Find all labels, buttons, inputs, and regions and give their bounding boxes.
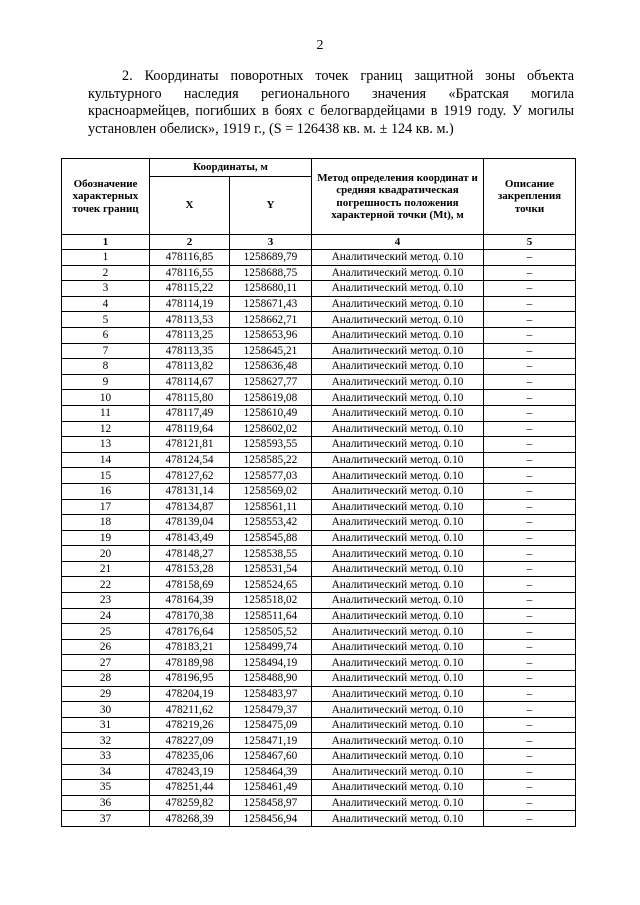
description-cell: – [484,795,576,811]
y-cell: 1258636,48 [230,359,312,375]
method-cell: Аналитический метод. 0.10 [312,343,484,359]
description-cell: – [484,530,576,546]
description-cell: – [484,608,576,624]
description-cell: – [484,296,576,312]
table-row [62,374,576,390]
y-cell: 1258538,55 [230,546,312,562]
y-cell: 1258569,02 [230,483,312,499]
description-cell: – [484,764,576,780]
method-cell: Аналитический метод. 0.10 [312,499,484,515]
method-cell: Аналитический метод. 0.10 [312,795,484,811]
x-cell: 478114,19 [150,296,230,312]
point-number-cell: 14 [62,452,150,468]
table-row [62,780,576,796]
x-cell: 478121,81 [150,437,230,453]
point-number-cell: 33 [62,749,150,765]
header-designation: Обозначение характерных точек границ [62,159,150,235]
point-number-cell: 34 [62,764,150,780]
description-cell: – [484,405,576,421]
point-number-cell: 18 [62,515,150,531]
y-cell: 1258499,74 [230,639,312,655]
x-cell: 478113,82 [150,359,230,375]
point-number-cell: 11 [62,405,150,421]
x-cell: 478176,64 [150,624,230,640]
point-number-cell: 32 [62,733,150,749]
coordinates-table [61,158,576,827]
y-cell: 1258653,96 [230,327,312,343]
table-row [62,733,576,749]
description-cell: – [484,499,576,515]
y-cell: 1258671,43 [230,296,312,312]
description-cell: – [484,265,576,281]
x-cell: 478124,54 [150,452,230,468]
table-row [62,359,576,375]
x-cell: 478204,19 [150,686,230,702]
x-cell: 478119,64 [150,421,230,437]
description-cell: – [484,749,576,765]
table-row [62,452,576,468]
table-row [62,686,576,702]
table-row [62,343,576,359]
description-cell: – [484,655,576,671]
column-number-row [62,235,576,250]
x-cell: 478219,26 [150,717,230,733]
x-cell: 478127,62 [150,468,230,484]
y-cell: 1258458,97 [230,795,312,811]
y-cell: 1258467,60 [230,749,312,765]
method-cell: Аналитический метод. 0.10 [312,515,484,531]
y-cell: 1258593,55 [230,437,312,453]
point-number-cell: 3 [62,281,150,297]
point-number-cell: 30 [62,702,150,718]
table-row [62,312,576,328]
method-cell: Аналитический метод. 0.10 [312,296,484,312]
description-cell: – [484,359,576,375]
x-cell: 478170,38 [150,608,230,624]
y-cell: 1258680,11 [230,281,312,297]
x-cell: 478196,95 [150,671,230,687]
x-cell: 478268,39 [150,811,230,827]
y-cell: 1258488,90 [230,671,312,687]
description-cell: – [484,390,576,406]
table-row [62,515,576,531]
y-cell: 1258479,37 [230,702,312,718]
point-number-cell: 26 [62,639,150,655]
table-row [62,655,576,671]
point-number-cell: 8 [62,359,150,375]
point-number-cell: 5 [62,312,150,328]
y-cell: 1258483,97 [230,686,312,702]
table-row [62,265,576,281]
y-cell: 1258471,19 [230,733,312,749]
point-number-cell: 13 [62,437,150,453]
y-cell: 1258610,49 [230,405,312,421]
point-number-cell: 17 [62,499,150,515]
description-cell: – [484,561,576,577]
description-cell: – [484,624,576,640]
point-number-cell: 35 [62,780,150,796]
method-cell: Аналитический метод. 0.10 [312,717,484,733]
y-cell: 1258619,08 [230,390,312,406]
method-cell: Аналитический метод. 0.10 [312,359,484,375]
method-cell: Аналитический метод. 0.10 [312,655,484,671]
description-cell: – [484,733,576,749]
description-cell: – [484,327,576,343]
method-cell: Аналитический метод. 0.10 [312,577,484,593]
method-cell: Аналитический метод. 0.10 [312,312,484,328]
y-cell: 1258511,64 [230,608,312,624]
point-number-cell: 12 [62,421,150,437]
x-cell: 478139,04 [150,515,230,531]
method-cell: Аналитический метод. 0.10 [312,327,484,343]
description-cell: – [484,421,576,437]
column-number: 2 [150,235,230,250]
method-cell: Аналитический метод. 0.10 [312,265,484,281]
description-cell: – [484,452,576,468]
point-number-cell: 22 [62,577,150,593]
y-cell: 1258545,88 [230,530,312,546]
description-cell: – [484,250,576,266]
point-number-cell: 21 [62,561,150,577]
method-cell: Аналитический метод. 0.10 [312,250,484,266]
x-cell: 478189,98 [150,655,230,671]
table-row [62,327,576,343]
header-row [62,159,576,177]
y-cell: 1258627,77 [230,374,312,390]
x-cell: 478211,62 [150,702,230,718]
description-cell: – [484,374,576,390]
y-cell: 1258577,03 [230,468,312,484]
point-number-cell: 23 [62,593,150,609]
table-row [62,468,576,484]
point-number-cell: 7 [62,343,150,359]
table-row [62,250,576,266]
table-row [62,671,576,687]
description-cell: – [484,515,576,531]
point-number-cell: 25 [62,624,150,640]
heading-text: 2. Координаты поворотных точек границ защитной зоны объекта культурного наследия регионального значения «Братская могила красноармейцев, погибших в боях с белогвардейцами в 1919 году. У могилы установлен обелиск», 1919 г., (S = 126438 кв. м. ± 124 кв. м.) [88,68,574,137]
y-cell: 1258689,79 [230,250,312,266]
method-cell: Аналитический метод. 0.10 [312,483,484,499]
method-cell: Аналитический метод. 0.10 [312,374,484,390]
table-row [62,795,576,811]
description-cell: – [484,468,576,484]
point-number-cell: 15 [62,468,150,484]
method-cell: Аналитический метод. 0.10 [312,281,484,297]
method-cell: Аналитический метод. 0.10 [312,780,484,796]
point-number-cell: 19 [62,530,150,546]
y-cell: 1258585,22 [230,452,312,468]
table-row [62,390,576,406]
x-cell: 478143,49 [150,530,230,546]
method-cell: Аналитический метод. 0.10 [312,811,484,827]
description-cell: – [484,717,576,733]
y-cell: 1258688,75 [230,265,312,281]
y-cell: 1258464,39 [230,764,312,780]
method-cell: Аналитический метод. 0.10 [312,421,484,437]
x-cell: 478251,44 [150,780,230,796]
table-row [62,717,576,733]
table-row [62,483,576,499]
method-cell: Аналитический метод. 0.10 [312,686,484,702]
table-row [62,530,576,546]
table-row [62,437,576,453]
point-number-cell: 36 [62,795,150,811]
method-cell: Аналитический метод. 0.10 [312,468,484,484]
description-cell: – [484,343,576,359]
method-cell: Аналитический метод. 0.10 [312,764,484,780]
x-cell: 478113,25 [150,327,230,343]
method-cell: Аналитический метод. 0.10 [312,390,484,406]
method-cell: Аналитический метод. 0.10 [312,452,484,468]
x-cell: 478115,22 [150,281,230,297]
y-cell: 1258475,09 [230,717,312,733]
y-cell: 1258645,21 [230,343,312,359]
page-number: 2 [316,38,324,53]
x-cell: 478116,55 [150,265,230,281]
x-cell: 478148,27 [150,546,230,562]
point-number-cell: 29 [62,686,150,702]
y-cell: 1258461,49 [230,780,312,796]
x-cell: 478134,87 [150,499,230,515]
table-row [62,593,576,609]
x-cell: 478183,21 [150,639,230,655]
x-cell: 478243,19 [150,764,230,780]
y-cell: 1258524,65 [230,577,312,593]
column-number: 4 [312,235,484,250]
y-cell: 1258505,52 [230,624,312,640]
table-row [62,749,576,765]
point-number-cell: 37 [62,811,150,827]
description-cell: – [484,811,576,827]
header-method: Метод определения координат и средняя квадратическая погрешность положения характерной точки (Mt), м [312,159,484,235]
x-cell: 478259,82 [150,795,230,811]
point-number-cell: 31 [62,717,150,733]
y-cell: 1258531,54 [230,561,312,577]
x-cell: 478116,85 [150,250,230,266]
x-cell: 478235,06 [150,749,230,765]
y-cell: 1258662,71 [230,312,312,328]
x-cell: 478158,69 [150,577,230,593]
table-row [62,421,576,437]
point-number-cell: 10 [62,390,150,406]
section-heading [88,68,574,138]
point-number-cell: 16 [62,483,150,499]
header-y: Y [230,177,312,235]
point-number-cell: 24 [62,608,150,624]
point-number-cell: 1 [62,250,150,266]
x-cell: 478131,14 [150,483,230,499]
method-cell: Аналитический метод. 0.10 [312,405,484,421]
method-cell: Аналитический метод. 0.10 [312,608,484,624]
y-cell: 1258553,42 [230,515,312,531]
table-row [62,546,576,562]
table-row [62,608,576,624]
x-cell: 478117,49 [150,405,230,421]
x-cell: 478113,53 [150,312,230,328]
description-cell: – [484,281,576,297]
table-row [62,405,576,421]
header-x: X [150,177,230,235]
description-cell: – [484,312,576,328]
point-number-cell: 27 [62,655,150,671]
method-cell: Аналитический метод. 0.10 [312,546,484,562]
point-number-cell: 2 [62,265,150,281]
table-row [62,639,576,655]
y-cell: 1258456,94 [230,811,312,827]
description-cell: – [484,546,576,562]
header-coordinates: Координаты, м [150,159,312,177]
x-cell: 478153,28 [150,561,230,577]
header-description: Описание закрепления точки [484,159,576,235]
table-row [62,296,576,312]
point-number-cell: 20 [62,546,150,562]
y-cell: 1258602,02 [230,421,312,437]
description-cell: – [484,686,576,702]
table-row [62,499,576,515]
point-number-cell: 9 [62,374,150,390]
table-row [62,702,576,718]
description-cell: – [484,483,576,499]
description-cell: – [484,671,576,687]
table-row [62,561,576,577]
y-cell: 1258518,02 [230,593,312,609]
description-cell: – [484,702,576,718]
x-cell: 478114,67 [150,374,230,390]
table-row [62,764,576,780]
method-cell: Аналитический метод. 0.10 [312,702,484,718]
method-cell: Аналитический метод. 0.10 [312,437,484,453]
x-cell: 478164,39 [150,593,230,609]
x-cell: 478115,80 [150,390,230,406]
point-number-cell: 28 [62,671,150,687]
table-row [62,577,576,593]
description-cell: – [484,639,576,655]
y-cell: 1258494,19 [230,655,312,671]
table-row [62,811,576,827]
column-number: 5 [484,235,576,250]
point-number-cell: 4 [62,296,150,312]
column-number: 1 [62,235,150,250]
description-cell: – [484,437,576,453]
x-cell: 478227,09 [150,733,230,749]
point-number-cell: 6 [62,327,150,343]
description-cell: – [484,593,576,609]
method-cell: Аналитический метод. 0.10 [312,561,484,577]
x-cell: 478113,35 [150,343,230,359]
description-cell: – [484,780,576,796]
column-number: 3 [230,235,312,250]
method-cell: Аналитический метод. 0.10 [312,639,484,655]
method-cell: Аналитический метод. 0.10 [312,733,484,749]
table-row [62,624,576,640]
method-cell: Аналитический метод. 0.10 [312,530,484,546]
table-body [62,250,576,827]
table-row [62,281,576,297]
method-cell: Аналитический метод. 0.10 [312,593,484,609]
method-cell: Аналитический метод. 0.10 [312,671,484,687]
method-cell: Аналитический метод. 0.10 [312,749,484,765]
description-cell: – [484,577,576,593]
method-cell: Аналитический метод. 0.10 [312,624,484,640]
y-cell: 1258561,11 [230,499,312,515]
